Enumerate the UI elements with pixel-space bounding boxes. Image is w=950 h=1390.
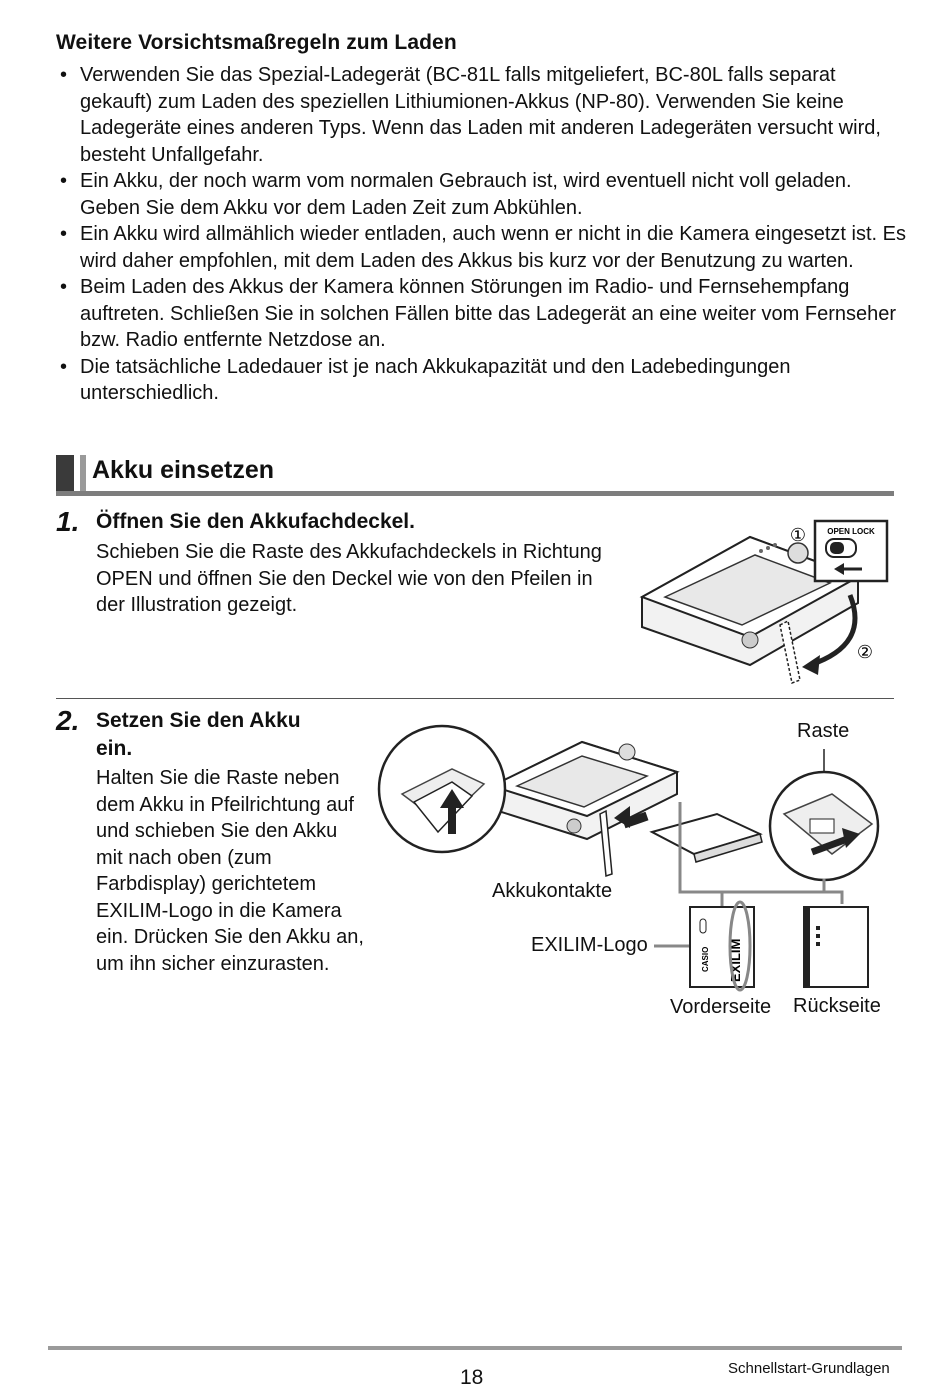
footer-section-name: Schnellstart-Grundlagen [728, 1360, 890, 1377]
list-item: • Verwenden Sie das Spezial-Ladegerät (BC-81L falls mitgeliefert, BC-80L falls separat gekauft) zum Laden des speziellen Lithiumionen-Akkus (NP-80). Verwenden Sie keine Ladegeräte eines anderen Typs. Wenn das Laden mit anderen Ladegeräten versucht wird, besteht Unfallgefahr. [60, 64, 881, 166]
step-divider [56, 698, 894, 699]
switch-label: OPEN LOCK [827, 527, 875, 536]
step2-body: Halten Sie die Raste neben dem Akku in Pfeilrichtung auf und schieben Sie den Akku mit nach oben (zum Farbdisplay) gerichtetem EXILIM-Logo in die Kamera ein. Drücken Sie den Akku an, um ihn sicher einzurasten. [96, 767, 364, 975]
callout-1: ① [789, 525, 807, 545]
label-vorderseite: Vorderseite [670, 996, 772, 1018]
section-title: Akku einsetzen [92, 456, 275, 484]
list-item: • Beim Laden des Akkus der Kamera können Störungen im Radio- und Fernsehempfang auftreten. Schließen Sie in solchen Fällen bitte das Ladegerät an eine weiter vom Fernseher bzw. Radio entfernte Netzdose an. [60, 276, 897, 351]
battery-logo: EXILIM [728, 938, 743, 982]
camera-open-cover-illustration [630, 515, 900, 690]
section-rule [56, 491, 894, 496]
step1-number: 1. [56, 506, 80, 537]
precautions-list [56, 62, 906, 407]
list-item: • Ein Akku, der noch warm vom normalen Gebrauch ist, wird eventuell nicht voll geladen. Geben Sie dem Akku vor dem Laden Zeit zum Abkühlen. [60, 170, 852, 219]
section-marker-thin [80, 455, 86, 493]
bullet: • [60, 223, 68, 245]
battery-insert-illustration [372, 714, 892, 1004]
step2-heading-line1: Setzen Sie den Akku [96, 709, 301, 732]
section-marker [56, 455, 74, 493]
section-header [56, 455, 894, 495]
callout-2: ② [856, 642, 874, 662]
step2-heading-line2: ein. [96, 737, 133, 760]
label-raste: Raste [797, 720, 850, 742]
battery-brand: CASIO [701, 946, 710, 972]
list-item: • Die tatsächliche Ladedauer ist je nach Akkukapazität und den Ladebedingungen unterschiedlich. [60, 355, 791, 404]
step2-number: 2. [56, 705, 80, 736]
page-number: 18 [460, 1366, 484, 1389]
list-item: • Ein Akku wird allmählich wieder entladen, auch wenn er nicht in die Kamera eingesetzt ist. Es wird daher empfohlen, mit dem Laden des Akkus bis kurz vor der Benutzung zu warten. [60, 223, 906, 272]
label-akkukontakte: Akkukontakte [492, 880, 613, 902]
footer-rule [48, 1346, 902, 1350]
bullet: • [60, 170, 68, 192]
label-exilim-logo: EXILIM-Logo [531, 934, 648, 956]
bullet: • [60, 355, 68, 378]
step1-heading: Öffnen Sie den Akkufachdeckel. [96, 510, 415, 533]
bullet: • [60, 276, 68, 298]
step1-body: Schieben Sie die Raste des Akkufachdeckels in Richtung OPEN und öffnen Sie den Deckel wie von den Pfeilen in der Illustration gezeigt. [96, 541, 602, 616]
precautions-heading: Weitere Vorsichtsmaßregeln zum Laden [56, 31, 457, 54]
bullet: • [60, 64, 68, 86]
label-rueckseite: Rückseite [793, 995, 881, 1017]
